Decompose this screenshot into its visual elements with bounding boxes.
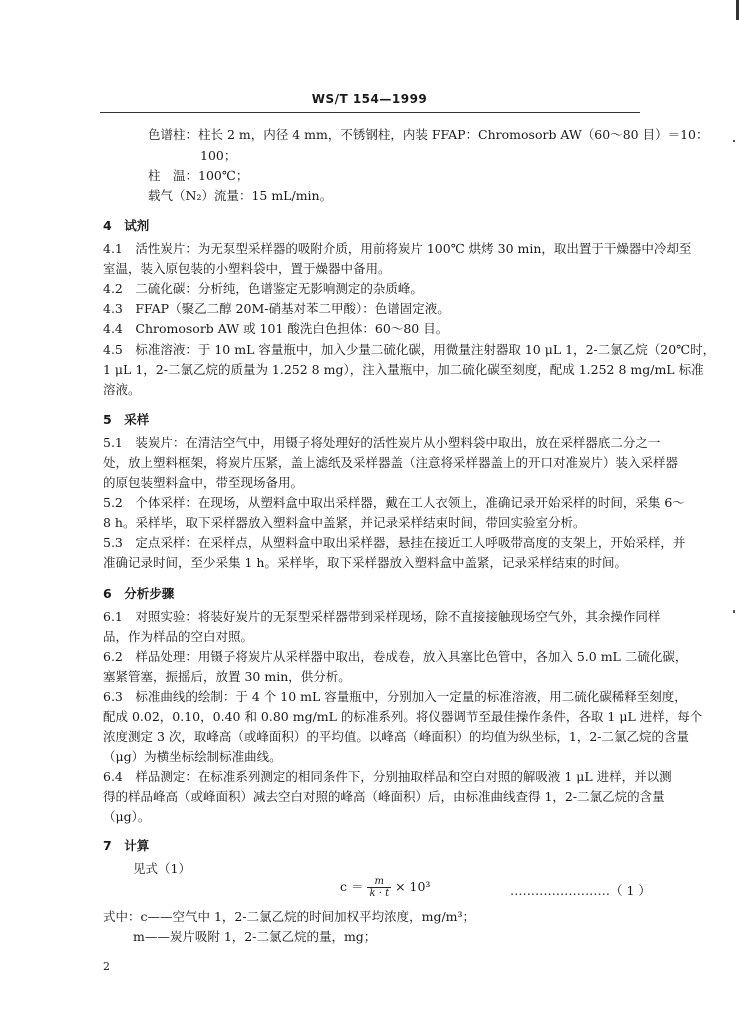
paragraph-line: 4.1 活性炭片：为无泵型采样器的吸附介质，用前将炭片 100℃ 烘烤 30 min，取出置于干燥器中冷却至 — [103, 241, 692, 256]
section-4-title: 4 试剂 — [103, 218, 150, 233]
paragraph-line: 得的样品峰高（或峰面积）减去空白对照的峰高（峰面积）后，由标准曲线查得 1，2-二氯乙烷的含量 — [103, 789, 665, 804]
paragraph-line: 5.1 装炭片：在清洁空气中，用镊子将处理好的活性炭片从小塑料袋中取出，放在采样器底二分之一 — [103, 435, 661, 450]
paragraph-line: 的原包装塑料盒中，带至现场备用。 — [103, 475, 304, 490]
column-spec-line2: 100； — [200, 148, 237, 163]
paragraph-line: 4.5 标准溶液：于 10 mL 容量瓶中，加入少量二硫化碳，用微量注射器取 10 μL 1，2-二氯乙烷（20℃时， — [103, 342, 716, 357]
paragraph-line: 室温，装入原包装的小塑料袋中，置于燥器中备用。 — [103, 261, 391, 276]
paragraph-line: 4.2 二硫化碳：分析纯，色谱鉴定无影响测定的杂质峰。 — [103, 281, 423, 296]
paragraph-line: 浓度测定 3 次，取峰高（或峰面积）的平均值。以峰高（峰面积）的均值为纵坐标，1，2-二氯乙烷的含量 — [103, 729, 690, 744]
paragraph-line: 品，作为样品的空白对照。 — [103, 629, 254, 644]
formula-number: ……………………（ 1 ） — [510, 883, 651, 898]
section-7-title: 7 计算 — [103, 838, 150, 853]
paragraph-line: 配成 0.02，0.10，0.40 和 0.80 mg/mL 的标准系列。将仪器调节至最佳操作条件，各取 1 μL 进样，每个 — [103, 709, 703, 724]
scan-edge-speck — [733, 610, 735, 613]
paragraph-line: 6.4 样品测定：在标准系列测定的相同条件下，分别抽取样品和空白对照的解吸液 1 μL 进样，并以测 — [103, 769, 672, 784]
carrier-gas: 载气（N₂）流量：15 mL/min。 — [148, 188, 333, 203]
paragraph-line: 塞紧管塞，振摇后，放置 30 min，供分析。 — [103, 669, 351, 684]
paragraph-line: （μg）为横坐标绘制标准曲线。 — [103, 749, 282, 764]
paragraph-line: 6.1 对照实验：将装好炭片的无泵型采样器带到采样现场，除不直接接触现场空气外，其余操作同样 — [103, 609, 661, 624]
header-rule — [100, 112, 640, 113]
paragraph-line: （μg）。 — [103, 809, 151, 824]
scan-edge-mark — [724, 0, 739, 20]
paragraph-line: 溶液。 — [103, 382, 141, 397]
paragraph-line: 4.4 Chromosorb AW 或 101 酸洗白色担体：60～80 目。 — [103, 321, 449, 336]
where-line-2: m——炭片吸附 1，2-二氯乙烷的量，mg； — [133, 929, 377, 944]
paragraph-line: 准确记录时间，至少采集 1 h。采样毕，取下采样器放入塑料盒中盖紧，记录采样结束的时间。 — [103, 555, 627, 570]
paragraph-line: 1 μL 1，2-二氯乙烷的质量为 1.252 8 mg），注入量瓶中，加二硫化碳至刻度，配成 1.252 8 mg/mL 标准 — [103, 362, 704, 377]
column-spec-line1: 色谱柱：柱长 2 m，内径 4 mm，不锈钢柱，内装 FFAP：Chromosorb AW（60～80 目）＝10： — [148, 127, 709, 142]
scan-edge-speck — [733, 140, 735, 142]
paragraph-line: 5.3 定点采样：在采样点，从塑料盒中取出采样器，悬挂在接近工人呼吸带高度的支架上，开始采样，并 — [103, 535, 686, 550]
paragraph-line: 6.2 样品处理：用镊子将炭片从采样器中取出，卷成卷，放入具塞比色管中，各加入 5.0 mL 二硫化碳， — [103, 649, 688, 664]
formula-intro: 见式（1） — [133, 861, 191, 876]
paragraph-line: 8 h。采样毕，取下采样器放入塑料盒中盖紧，并记录采样结束时间，带回实验室分析。 — [103, 515, 586, 530]
formula-1 — [340, 876, 430, 899]
paragraph-line: 6.3 标准曲线的绘制：于 4 个 10 mL 容量瓶中，分别加入一定量的标准溶液，用二硫化碳稀释至刻度， — [103, 689, 687, 704]
page-number: 2 — [103, 960, 110, 973]
section-6-title: 6 分析步骤 — [103, 586, 175, 601]
formula-denominator: k · t — [369, 888, 390, 899]
paragraph-line: 5.2 个体采样：在现场，从塑料盒中取出采样器，戴在工人衣领上，准确记录开始采样的时间，采集 6～ — [103, 495, 685, 510]
section-5-title: 5 采样 — [103, 412, 150, 427]
formula-rhs: × 10³ — [395, 879, 431, 894]
standard-code-header: WS/T 154—1999 — [311, 92, 428, 106]
paragraph-line: 4.3 FFAP（聚乙二醇 20M-硝基对苯二甲酸）：色谱固定液。 — [103, 301, 450, 316]
formula-numerator: m — [367, 876, 391, 888]
formula-fraction — [367, 876, 391, 899]
column-temp: 柱 温：100℃； — [148, 168, 249, 183]
where-line-1: 式中：c——空气中 1，2-二氯乙烷的时间加权平均浓度，mg/m³； — [103, 909, 476, 924]
paragraph-line: 处，放上塑料框架，将炭片压紧，盖上滤纸及采样器盖（注意将采样器盖上的开口对准炭片）装入采样器 — [103, 455, 679, 470]
formula-lhs: c ＝ — [340, 879, 364, 894]
